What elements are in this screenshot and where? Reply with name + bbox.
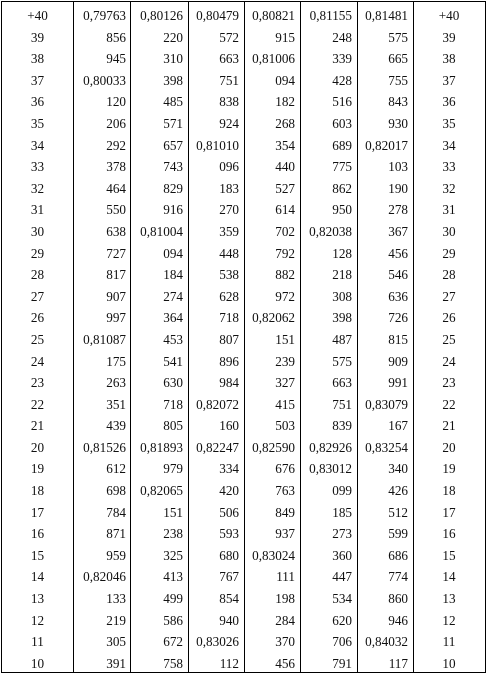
row-label-right: 16 — [442, 526, 456, 542]
table-row — [2, 329, 485, 351]
table-cell: 120 — [106, 94, 126, 110]
table-row — [2, 156, 485, 178]
table-cell: 657 — [163, 137, 183, 153]
table-cell: 882 — [275, 267, 295, 283]
table-cell: 0,83026 — [196, 634, 239, 650]
table-row — [2, 631, 485, 653]
row-label-right: +40 — [438, 8, 460, 23]
table-cell: 339 — [332, 51, 352, 67]
table-cell: 838 — [219, 94, 239, 110]
table-cell: 593 — [219, 526, 239, 542]
row-label-right: 23 — [442, 375, 456, 391]
table-cell: 0,83012 — [309, 461, 352, 477]
row-label-right: 21 — [442, 418, 456, 434]
row-label-left: 33 — [30, 159, 45, 175]
table-cell: 930 — [388, 115, 408, 131]
table-cell: 439 — [106, 418, 126, 434]
row-label-right: 37 — [442, 72, 456, 88]
table-cell: 327 — [275, 375, 295, 391]
table-cell: 924 — [219, 115, 239, 131]
table-cell: 0,81526 — [83, 439, 126, 455]
table-cell: 0,81010 — [196, 137, 239, 153]
table-cell: 0,82062 — [252, 310, 295, 326]
table-cell: 758 — [163, 655, 183, 671]
table-cell: 151 — [275, 331, 295, 347]
table-row — [2, 48, 485, 70]
table-cell: 453 — [163, 331, 183, 347]
table-cell: 391 — [106, 655, 126, 671]
table-cell: 546 — [388, 267, 408, 283]
table-cell: 133 — [106, 591, 126, 607]
table-cell: 305 — [106, 634, 126, 650]
table-cell: 571 — [163, 115, 183, 131]
table-row — [2, 394, 485, 416]
row-label-right: 27 — [442, 288, 456, 304]
row-label-left: 36 — [30, 94, 45, 110]
row-label-left: 27 — [30, 288, 45, 304]
table-cell: 160 — [219, 418, 239, 434]
table-cell: 239 — [275, 353, 295, 369]
row-label-left: +40 — [27, 8, 48, 23]
table-cell: 370 — [275, 634, 295, 650]
table-cell: 843 — [388, 94, 408, 110]
table-cell: 0,80033 — [83, 72, 126, 88]
table-cell: 364 — [163, 310, 183, 326]
table-cell: 270 — [219, 202, 239, 218]
table-cell: 117 — [388, 655, 408, 671]
table-row — [2, 566, 485, 588]
table-cell: 415 — [275, 396, 295, 412]
row-label-right: 36 — [442, 94, 456, 110]
row-label-right: 14 — [442, 569, 456, 585]
row-label-right: 31 — [442, 202, 456, 218]
table-cell: 0,83079 — [365, 396, 408, 412]
table-cell: 310 — [163, 51, 183, 67]
table-cell: 448 — [219, 245, 239, 261]
table-cell: 094 — [275, 72, 295, 88]
row-label-left: 18 — [30, 483, 45, 499]
table-row — [2, 610, 485, 632]
table-row — [2, 27, 485, 49]
table-row — [2, 221, 485, 243]
table-cell: 456 — [275, 655, 295, 671]
table-cell: 292 — [106, 137, 126, 153]
table-cell: 792 — [275, 245, 295, 261]
table-cell: 718 — [163, 396, 183, 412]
table-cell: 767 — [219, 569, 239, 585]
table-cell: 398 — [332, 310, 352, 326]
table-cell: 325 — [163, 547, 183, 563]
numeric-table — [1, 1, 486, 673]
table-row — [2, 199, 485, 221]
table-cell: 428 — [332, 72, 352, 88]
row-label-right: 34 — [442, 137, 456, 153]
table-cell: 946 — [388, 612, 408, 628]
table-cell: 284 — [275, 612, 295, 628]
table-cell: 572 — [219, 29, 239, 45]
table-cell: 182 — [275, 94, 295, 110]
row-label-right: 26 — [442, 310, 456, 326]
table-cell: 991 — [388, 375, 408, 391]
table-cell: 829 — [163, 180, 183, 196]
table-cell: 718 — [219, 310, 239, 326]
row-label-left: 16 — [30, 526, 45, 542]
table-cell: 0,83254 — [365, 439, 408, 455]
table-cell: 0,83024 — [252, 547, 295, 563]
table-cell: 175 — [106, 353, 126, 369]
table-cell: 0,82065 — [140, 483, 183, 499]
row-label-left: 11 — [31, 634, 44, 650]
table-cell: 630 — [163, 375, 183, 391]
table-cell: 915 — [275, 29, 295, 45]
table-cell: 278 — [388, 202, 408, 218]
table-cell: 440 — [275, 159, 295, 175]
row-label-right: 32 — [442, 180, 456, 196]
table-row — [2, 351, 485, 373]
table-cell: 726 — [388, 310, 408, 326]
table-cell: 636 — [388, 288, 408, 304]
table-cell: 111 — [276, 569, 295, 585]
row-label-left: 12 — [30, 612, 45, 628]
table-cell: 485 — [163, 94, 183, 110]
table-cell: 940 — [219, 612, 239, 628]
table-row — [2, 307, 485, 329]
table-cell: 896 — [219, 353, 239, 369]
table-cell: 538 — [219, 267, 239, 283]
table-cell: 0,82926 — [309, 439, 352, 455]
table-cell: 763 — [275, 483, 295, 499]
table-row — [2, 135, 485, 157]
table-cell: 755 — [388, 72, 408, 88]
table-cell: 512 — [388, 504, 408, 520]
table-cell: 0,81481 — [365, 8, 408, 23]
table-cell: 094 — [163, 245, 183, 261]
table-cell: 198 — [275, 591, 295, 607]
table-cell: 112 — [219, 655, 239, 671]
table-cell: 0,82590 — [252, 439, 295, 455]
table-cell: 099 — [332, 483, 352, 499]
table-cell: 979 — [163, 461, 183, 477]
row-label-left: 10 — [30, 655, 45, 671]
row-label-right: 19 — [442, 461, 456, 477]
table-cell: 183 — [219, 180, 239, 196]
row-label-right: 28 — [442, 267, 456, 283]
table-row — [2, 243, 485, 265]
table-cell: 603 — [332, 115, 352, 131]
table-cell: 839 — [332, 418, 352, 434]
table-row — [2, 588, 485, 610]
table-row — [2, 480, 485, 502]
table-cell: 0,81087 — [83, 331, 126, 347]
table-cell: 751 — [332, 396, 352, 412]
table-cell: 575 — [388, 29, 408, 45]
row-label-right: 13 — [442, 591, 456, 607]
table-cell: 937 — [275, 526, 295, 542]
table-cell: 997 — [106, 310, 126, 326]
row-label-right: 11 — [442, 634, 456, 650]
table-cell: 367 — [388, 223, 408, 239]
table-cell: 447 — [332, 569, 352, 585]
table-cell: 950 — [332, 202, 352, 218]
row-label-right: 29 — [442, 245, 456, 261]
table-cell: 0,82046 — [83, 569, 126, 585]
table-cell: 672 — [163, 634, 183, 650]
table-cell: 151 — [163, 504, 183, 520]
row-label-right: 22 — [442, 396, 456, 412]
table-cell: 586 — [163, 612, 183, 628]
row-label-left: 32 — [30, 180, 45, 196]
table-cell: 0,82072 — [196, 396, 239, 412]
table-cell: 340 — [388, 461, 408, 477]
row-label-left: 25 — [30, 331, 45, 347]
row-label-left: 38 — [30, 51, 45, 67]
table-cell: 702 — [275, 223, 295, 239]
table-cell: 220 — [163, 29, 183, 45]
row-label-left: 26 — [30, 310, 45, 326]
table-cell: 184 — [163, 267, 183, 283]
table-cell: 206 — [106, 115, 126, 131]
table-cell: 0,80126 — [140, 8, 183, 23]
table-cell: 984 — [219, 375, 239, 391]
table-row — [2, 372, 485, 394]
row-label-left: 28 — [30, 267, 45, 283]
table-cell: 274 — [163, 288, 183, 304]
table-cell: 550 — [106, 202, 126, 218]
table-cell: 774 — [388, 569, 408, 585]
table-cell: 527 — [275, 180, 295, 196]
table-cell: 959 — [106, 547, 126, 563]
row-label-left: 15 — [30, 547, 45, 563]
row-label-left: 39 — [30, 29, 45, 45]
table-cell: 620 — [332, 612, 352, 628]
table-cell: 506 — [219, 504, 239, 520]
table-cell: 775 — [332, 159, 352, 175]
row-label-right: 38 — [442, 51, 456, 67]
table-cell: 190 — [388, 180, 408, 196]
table-cell: 663 — [219, 51, 239, 67]
table-body — [2, 5, 485, 674]
table-row — [2, 653, 485, 674]
table-cell: 686 — [388, 547, 408, 563]
row-label-right: 12 — [442, 612, 456, 628]
table-cell: 817 — [106, 267, 126, 283]
table-cell: 849 — [275, 504, 295, 520]
table-cell: 862 — [332, 180, 352, 196]
table-cell: 103 — [388, 159, 408, 175]
table-row — [2, 545, 485, 567]
table-cell: 612 — [106, 461, 126, 477]
table-cell: 0,81155 — [309, 8, 352, 23]
table-cell: 499 — [163, 591, 183, 607]
table-row — [2, 437, 485, 459]
row-label-left: 17 — [30, 504, 45, 520]
table-cell: 516 — [332, 94, 352, 110]
table-cell: 487 — [332, 331, 352, 347]
row-label-right: 33 — [442, 159, 456, 175]
table-cell: 689 — [332, 137, 352, 153]
row-label-left: 14 — [30, 569, 45, 585]
table-cell: 815 — [388, 331, 408, 347]
table-cell: 727 — [106, 245, 126, 261]
table-cell: 398 — [163, 72, 183, 88]
table-cell: 0,80479 — [196, 8, 239, 23]
table-cell: 334 — [219, 461, 239, 477]
table-row — [2, 264, 485, 286]
table-cell: 0,84032 — [365, 634, 408, 650]
table-cell: 185 — [332, 504, 352, 520]
row-label-right: 35 — [442, 115, 456, 131]
table-cell: 856 — [106, 29, 126, 45]
table-cell: 805 — [163, 418, 183, 434]
table-row — [2, 91, 485, 113]
row-label-left: 35 — [30, 115, 45, 131]
row-label-left: 21 — [30, 418, 45, 434]
table-cell: 238 — [163, 526, 183, 542]
table-cell: 378 — [106, 159, 126, 175]
table-cell: 167 — [388, 418, 408, 434]
table-cell: 0,82017 — [365, 137, 408, 153]
row-label-left: 22 — [30, 396, 45, 412]
table-cell: 945 — [106, 51, 126, 67]
table-cell: 128 — [332, 245, 352, 261]
table-cell: 0,82038 — [309, 223, 352, 239]
row-label-right: 10 — [442, 655, 456, 671]
table-cell: 0,81006 — [252, 51, 295, 67]
table-cell: 426 — [388, 483, 408, 499]
row-label-left: 19 — [30, 461, 45, 477]
row-label-right: 39 — [442, 29, 456, 45]
row-label-left: 31 — [30, 202, 45, 218]
table-cell: 706 — [332, 634, 352, 650]
row-label-left: 24 — [30, 353, 45, 369]
row-label-left: 37 — [30, 72, 45, 88]
table-cell: 909 — [388, 353, 408, 369]
row-label-right: 18 — [442, 483, 456, 499]
row-label-left: 30 — [30, 223, 45, 239]
table-cell: 676 — [275, 461, 295, 477]
table-row — [2, 523, 485, 545]
row-label-left: 13 — [30, 591, 45, 607]
table-cell: 791 — [332, 655, 352, 671]
table-cell: 680 — [219, 547, 239, 563]
table-row — [2, 502, 485, 524]
table-cell: 263 — [106, 375, 126, 391]
row-label-left: 23 — [30, 375, 45, 391]
table-row — [2, 113, 485, 135]
table-cell: 698 — [106, 483, 126, 499]
row-label-right: 30 — [442, 223, 456, 239]
table-cell: 503 — [275, 418, 295, 434]
table-cell: 360 — [332, 547, 352, 563]
row-label-right: 24 — [442, 353, 456, 369]
table-cell: 219 — [106, 612, 126, 628]
table-cell: 916 — [163, 202, 183, 218]
table-cell: 638 — [106, 223, 126, 239]
table-cell: 665 — [388, 51, 408, 67]
table-cell: 308 — [332, 288, 352, 304]
table-cell: 464 — [106, 180, 126, 196]
table-cell: 599 — [388, 526, 408, 542]
table-row — [2, 178, 485, 200]
table-cell: 0,80821 — [252, 8, 295, 23]
table-cell: 359 — [219, 223, 239, 239]
table-cell: 420 — [219, 483, 239, 499]
table-cell: 273 — [332, 526, 352, 542]
table-cell: 663 — [332, 375, 352, 391]
table-cell: 575 — [332, 353, 352, 369]
table-cell: 541 — [163, 353, 183, 369]
table-cell: 354 — [275, 137, 295, 153]
table-row — [2, 458, 485, 480]
table-cell: 784 — [106, 504, 126, 520]
table-cell: 614 — [275, 202, 295, 218]
table-cell: 972 — [275, 288, 295, 304]
row-label-right: 15 — [442, 547, 456, 563]
table-cell: 751 — [219, 72, 239, 88]
table-cell: 0,82247 — [196, 439, 239, 455]
table-row — [2, 286, 485, 308]
table-cell: 218 — [332, 267, 352, 283]
table-cell: 871 — [106, 526, 126, 542]
table-cell: 628 — [219, 288, 239, 304]
table-cell: 807 — [219, 331, 239, 347]
row-label-right: 17 — [442, 504, 456, 520]
table-cell: 0,81893 — [140, 439, 183, 455]
table-cell: 096 — [219, 159, 239, 175]
table-cell: 351 — [106, 396, 126, 412]
row-label-left: 29 — [30, 245, 45, 261]
row-label-left: 20 — [30, 439, 45, 455]
row-label-right: 25 — [442, 331, 456, 347]
table-cell: 907 — [106, 288, 126, 304]
row-label-left: 34 — [30, 137, 45, 153]
table-cell: 0,79763 — [83, 8, 126, 23]
table-cell: 534 — [332, 591, 352, 607]
table-row — [2, 5, 485, 27]
table-cell: 743 — [163, 159, 183, 175]
table-cell: 248 — [332, 29, 352, 45]
table-cell: 268 — [275, 115, 295, 131]
table-cell: 0,81004 — [140, 223, 183, 239]
table-cell: 854 — [219, 591, 239, 607]
table-row — [2, 415, 485, 437]
table-row — [2, 70, 485, 92]
table-cell: 413 — [163, 569, 183, 585]
table-cell: 456 — [388, 245, 408, 261]
table-cell: 860 — [388, 591, 408, 607]
row-label-right: 20 — [442, 439, 456, 455]
